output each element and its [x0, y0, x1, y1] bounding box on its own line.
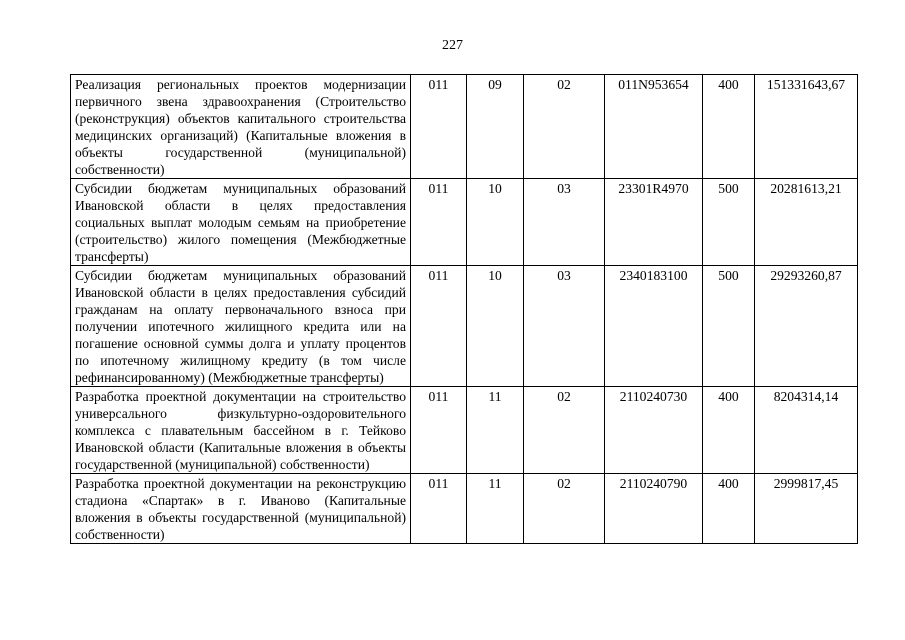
expense-type-code: 400 — [703, 387, 755, 474]
expense-description: Субсидии бюджетам муниципальных образований Ивановской области в целях предоставления субсидий гражданам на оплату первоначального взноса при получении ипотечного жилищного кредита или на погашение основной суммы долга и уплату процентов по ипотечному жилищному кредиту (в том числе рефинансированному) (Межбюджетные трансферты) — [71, 266, 411, 387]
amount-value: 151331643,67 — [755, 75, 858, 179]
expense-description: Субсидии бюджетам муниципальных образований Ивановской области в целях предоставления социальных выплат молодым семьям на приобретение (строительство) жилого помещения (Межбюджетные трансферты) — [71, 179, 411, 266]
amount-value: 20281613,21 — [755, 179, 858, 266]
budget-table — [70, 74, 858, 544]
section-code: 10 — [467, 179, 524, 266]
amount-value: 29293260,87 — [755, 266, 858, 387]
table-row — [71, 179, 858, 266]
expense-description: Разработка проектной документации на реконструкцию стадиона «Спартак» в г. Иваново (Капитальные вложения в объекты государственной (муниципальной) собственности) — [71, 474, 411, 544]
expense-description: Реализация региональных проектов модернизации первичного звена здравоохранения (Строительство (реконструкция) объектов капитального строительства медицинских организаций) (Капитальные вложения в объекты государственной (муниципальной) собственности) — [71, 75, 411, 179]
section-code: 11 — [467, 474, 524, 544]
ministry-code: 011 — [411, 474, 467, 544]
expense-type-code: 400 — [703, 75, 755, 179]
expense-type-code: 500 — [703, 179, 755, 266]
target-article-code: 2110240730 — [605, 387, 703, 474]
ministry-code: 011 — [411, 266, 467, 387]
table-row — [71, 266, 858, 387]
subsection-code: 03 — [524, 179, 605, 266]
target-article-code: 23301R4970 — [605, 179, 703, 266]
expense-type-code: 500 — [703, 266, 755, 387]
amount-value: 8204314,14 — [755, 387, 858, 474]
ministry-code: 011 — [411, 387, 467, 474]
table-row — [71, 474, 858, 544]
table-row — [71, 75, 858, 179]
target-article-code: 011N953654 — [605, 75, 703, 179]
subsection-code: 02 — [524, 387, 605, 474]
expense-description: Разработка проектной документации на строительство универсального физкультурно-оздоровительного комплекса с плавательным бассейном в г. Тейково Ивановской области (Капитальные вложения в объекты государственной (муниципальной) собственности) — [71, 387, 411, 474]
section-code: 09 — [467, 75, 524, 179]
subsection-code: 02 — [524, 75, 605, 179]
section-code: 10 — [467, 266, 524, 387]
section-code: 11 — [467, 387, 524, 474]
page-number: 227 — [442, 38, 463, 53]
expense-type-code: 400 — [703, 474, 755, 544]
table-row — [71, 387, 858, 474]
subsection-code: 03 — [524, 266, 605, 387]
ministry-code: 011 — [411, 75, 467, 179]
amount-value: 2999817,45 — [755, 474, 858, 544]
target-article-code: 2340183100 — [605, 266, 703, 387]
ministry-code: 011 — [411, 179, 467, 266]
subsection-code: 02 — [524, 474, 605, 544]
target-article-code: 2110240790 — [605, 474, 703, 544]
